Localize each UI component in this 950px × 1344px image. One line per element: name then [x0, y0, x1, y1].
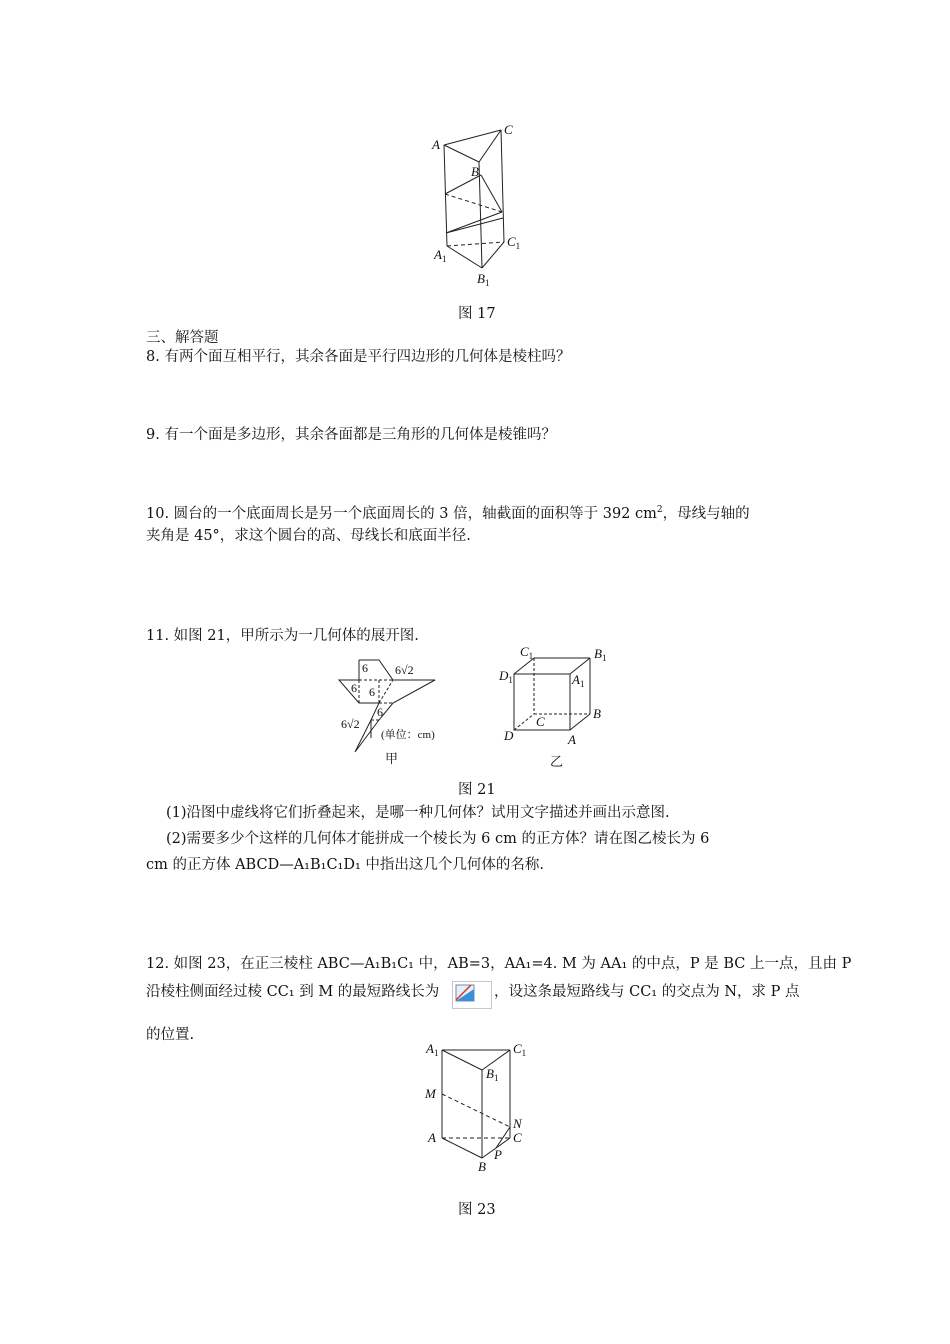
net-dim-6-inner: 6 — [369, 685, 375, 699]
question-12-line3: 的位置. — [146, 1027, 195, 1043]
figure-21-cube — [496, 646, 626, 770]
question-10-line1: 10. 圆台的一个底面周长是另一个底面周长的 3 倍，轴截面的面积等于 392 $cm^2$，母线与轴的 — [146, 505, 750, 522]
figure-21-net — [335, 652, 445, 770]
cube-label-c1: $C_1$ — [520, 644, 534, 661]
question-8: 8. 有两个面互相平行，其余各面是平行四边形的几何体是棱柱吗？ — [146, 349, 571, 365]
fig17-label-c: C — [504, 122, 513, 137]
question-11-intro: 11. 如图 21，甲所示为一几何体的展开图. — [146, 628, 419, 644]
fig23-label-a1: $A_1$ — [426, 1041, 439, 1058]
figure-17 — [420, 118, 540, 298]
fig17-caption: 图 17 — [458, 306, 496, 322]
broken-image-icon — [455, 984, 475, 1002]
question-12-line1: 12. 如图 23，在正三棱柱 ABC—A₁B₁C₁ 中，AB=3，AA₁=4. M 为 AA₁ 的中点，P 是 BC 上一点，且由 P — [146, 956, 852, 972]
net-dim-6-lower: 6 — [377, 705, 383, 719]
question-12-line2b: ，设这条最短路线与 CC₁ 的交点为 N，求 P 点 — [494, 984, 800, 1000]
net-dim-6root2-top: 6√2 — [395, 663, 414, 677]
question-11-part2-line1: (2)需要多少个这样的几何体才能拼成一个棱长为 6 cm 的正方体？请在图乙棱长为 6 — [166, 831, 710, 847]
cube-label-d: D — [504, 728, 514, 743]
question-12-line2a: 沿棱柱侧面经过棱 CC₁ 到 M 的最短路线长为 — [146, 984, 440, 1000]
fig17-label-a: A — [432, 137, 440, 152]
broken-image-placeholder — [452, 981, 492, 1009]
fig23-label-n: N — [513, 1116, 522, 1131]
cube-label-yi: 乙 — [550, 754, 564, 769]
fig23-label-p: P — [494, 1147, 502, 1162]
question-9: 9. 有一个面是多边形，其余各面都是三角形的几何体是棱锥吗？ — [146, 427, 556, 443]
cube-label-c: C — [536, 714, 545, 729]
fig23-caption: 图 23 — [458, 1202, 496, 1218]
fig21-caption: 图 21 — [458, 782, 496, 798]
fig17-label-c1: $C_1$ — [507, 234, 521, 251]
net-dim-6-left: 6 — [351, 681, 357, 695]
cube-label-a1: $A_1$ — [572, 672, 585, 689]
fig23-label-a: A — [428, 1130, 436, 1145]
fig23-label-c1: $C_1$ — [513, 1041, 527, 1058]
fig23-label-m: M — [425, 1086, 436, 1101]
figure-23 — [420, 1040, 540, 1180]
cube-label-b: B — [593, 706, 601, 721]
section-title: 三、解答题 — [146, 330, 219, 346]
cube-label-d1: $D_1$ — [499, 668, 513, 685]
net-label-jia: 甲 — [385, 751, 399, 766]
fig23-label-b1: $B_1$ — [486, 1066, 499, 1083]
fig17-label-a1: $A_1$ — [434, 247, 447, 264]
fig17-label-b1: $B_1$ — [477, 271, 490, 288]
question-11-part2-line2: cm 的正方体 ABCD—A₁B₁C₁D₁ 中指出这几个几何体的名称. — [146, 857, 545, 873]
cube-label-b1: $B_1$ — [594, 646, 607, 663]
net-unit: (单位：cm) — [381, 729, 435, 741]
fig23-label-b: B — [478, 1159, 486, 1174]
fig17-label-b: B — [471, 164, 479, 179]
cube-label-a: A — [568, 732, 576, 747]
net-dim-6-top: 6 — [362, 661, 368, 675]
question-11-part1: (1)沿图中虚线将它们折叠起来，是哪一种几何体？试用文字描述并画出示意图. — [166, 805, 670, 821]
fig23-label-c: C — [513, 1130, 522, 1145]
net-dim-6root2-lower: 6√2 — [341, 717, 360, 731]
question-10-line2: 夹角是 45°，求这个圆台的高、母线长和底面半径. — [146, 528, 471, 544]
